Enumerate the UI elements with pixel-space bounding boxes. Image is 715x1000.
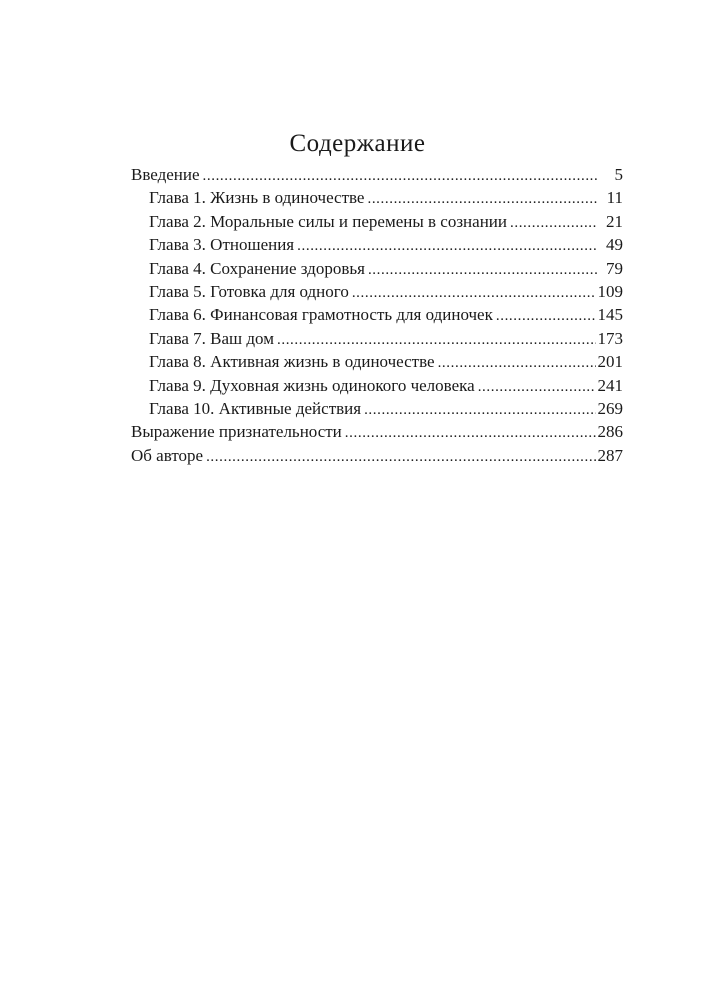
toc-entry-chapter-5 [131, 280, 623, 303]
toc-list [131, 163, 623, 467]
dot-leader [206, 446, 595, 469]
toc-entry-chapter-8 [131, 350, 623, 373]
toc-entry-chapter-2 [131, 210, 623, 233]
toc-title: Содержание [289, 130, 426, 157]
toc-entry-page-number: 11 [606, 188, 623, 208]
toc-entry-label: Глава 8. Активная жизнь в одиночестве [149, 352, 435, 372]
toc-entry-label: Глава 6. Финансовая грамотность для одиночек [149, 305, 493, 325]
toc-entry-page-number: 241 [597, 375, 623, 395]
toc-entry-label: Выражение признательности [131, 422, 342, 442]
toc-entry-page-number: 173 [597, 328, 623, 348]
dot-leader [478, 376, 596, 399]
dot-leader [277, 329, 596, 352]
dot-leader [297, 235, 597, 258]
toc-entry-label: Глава 3. Отношения [149, 235, 295, 255]
toc-entry-page-number: 49 [606, 235, 623, 255]
toc-entry-label: Глава 7. Ваш дом [149, 328, 274, 348]
dot-leader [510, 212, 597, 235]
toc-entry-chapter-9 [131, 374, 623, 397]
toc-entry-page-number: 109 [597, 281, 623, 301]
dot-leader [364, 399, 595, 422]
toc-entry-page-number: 5 [614, 165, 623, 184]
toc-entry-page-number: 145 [597, 305, 623, 325]
toc-entry-label: Введение [131, 165, 200, 184]
toc-entry-label: Глава 10. Активные действия [149, 398, 362, 418]
toc-entry-label: Глава 4. Сохранение здоровья [149, 258, 365, 278]
dot-leader [345, 422, 596, 445]
dot-leader [438, 352, 596, 375]
toc-entry-page-number: 201 [597, 352, 623, 372]
toc-entry-introduction [131, 163, 623, 186]
toc-entry-chapter-7 [131, 327, 623, 350]
toc-entry-label: Глава 1. Жизнь в одиночестве [149, 188, 365, 208]
toc-entry-chapter-1 [131, 186, 623, 209]
dot-leader [352, 282, 596, 305]
toc-entry-page-number: 286 [597, 422, 623, 442]
toc-entry-page-number: 79 [606, 258, 623, 278]
toc-entry-chapter-10 [131, 397, 623, 420]
toc-entry-label: Глава 2. Моральные силы и перемены в сознании [149, 211, 507, 231]
toc-entry-acknowledgements [131, 420, 623, 443]
toc-entry-chapter-3 [131, 233, 623, 256]
toc-entry-label: Глава 9. Духовная жизнь одинокого человека [149, 375, 475, 395]
toc-entry-label: Глава 5. Готовка для одного [149, 281, 349, 301]
dot-leader [367, 188, 597, 211]
toc-entry-about-author [131, 444, 623, 467]
dot-leader [496, 305, 596, 328]
toc-entry-chapter-4 [131, 257, 623, 280]
toc-entry-page-number: 287 [597, 445, 623, 465]
dot-leader [368, 259, 597, 282]
dot-leader [203, 165, 597, 188]
toc-entry-label: Об авторе [131, 445, 204, 465]
toc-entry-chapter-6 [131, 303, 623, 326]
toc-entry-page-number: 269 [597, 398, 623, 418]
toc-entry-page-number: 21 [606, 211, 623, 231]
